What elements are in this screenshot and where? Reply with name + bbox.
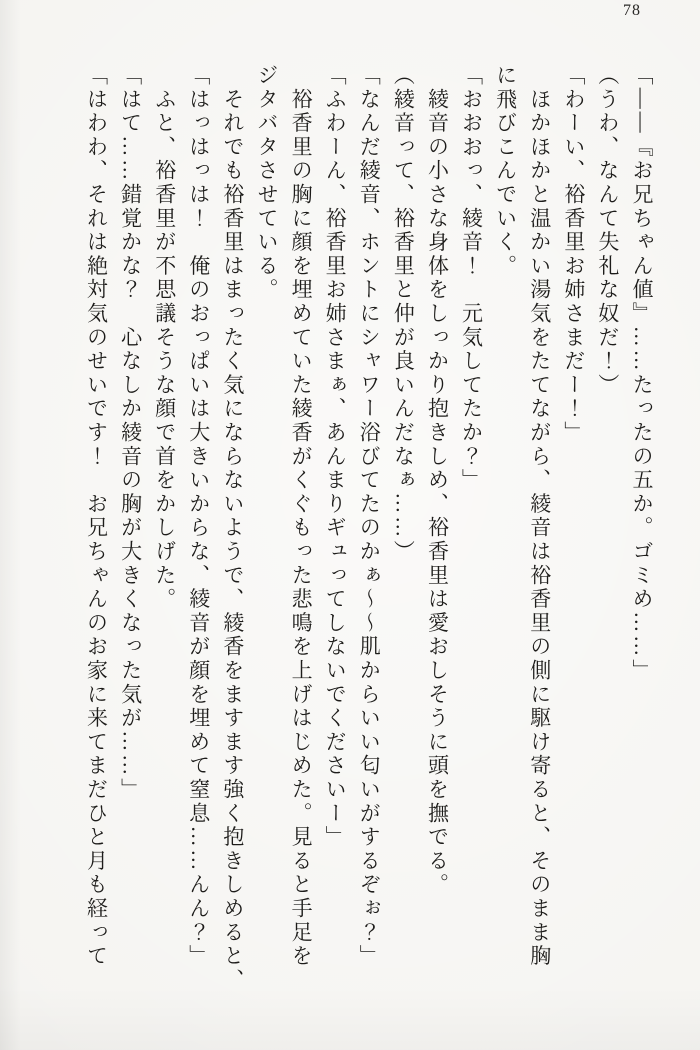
text-column-17: 「はわわ、それは絶対気のせいです！ お兄ちゃんのお家に来てまだひと月も経って xyxy=(84,64,109,969)
page-number: 78 xyxy=(623,2,641,19)
text-column-11: 裕香里の胸に顔を埋めていた綾香がくぐもった悲鳴を上げはじめた。見ると手足を xyxy=(289,64,314,969)
text-column-12: ジタバタさせている。 xyxy=(254,64,279,302)
text-column-13: それでも裕香里はまったく気にならないようで、綾香をますます強く抱きしめると、 xyxy=(220,64,245,993)
text-column-5: に飛びこんでいく。 xyxy=(493,64,518,279)
text-column-8: （綾音って、裕香里と仲が良いんだなぁ……） xyxy=(391,64,416,564)
text-column-15: ふと、裕香里が不思議そうな顔で首をかしげた。 xyxy=(152,64,177,612)
text-column-3: 「わーい、裕香里お姉さまだー！」 xyxy=(561,64,586,445)
text-column-6: 「おおおっ、綾音！ 元気してたか？」 xyxy=(459,64,484,493)
text-column-9: 「なんだ綾音、ホントにシャワー浴びてたのかぁ～～肌からいい匂いがするぞぉ？」 xyxy=(357,64,382,969)
text-column-4: ほかほかと温かい湯気をたてながら、綾音は裕香里の側に駆け寄ると、そのまま胸 xyxy=(527,64,552,969)
text-column-16: 「はて……錯覚かな？ 心なしか綾音の胸が大きくなった気が……」 xyxy=(118,64,143,802)
text-column-7: 綾音の小さな身体をしっかり抱きしめ、裕香里は愛おしそうに頭を撫でる。 xyxy=(425,64,450,897)
text-column-1: 「――『お兄ちゃん値』……たったの五か。ゴミめ……」 xyxy=(630,64,654,683)
text-column-10: 「ふわーん、裕香里お姉さまぁ、あんまりギュってしないでくださいー」 xyxy=(323,64,348,850)
text-column-14: 「はっはっは！ 俺のおっぱいは大きいからな、綾音が顔を埋めて窒息……んん？」 xyxy=(186,64,211,969)
text-column-2: （うわ、なんて失礼な奴だ！） xyxy=(595,64,620,398)
vertical-text-block xyxy=(78,64,659,993)
